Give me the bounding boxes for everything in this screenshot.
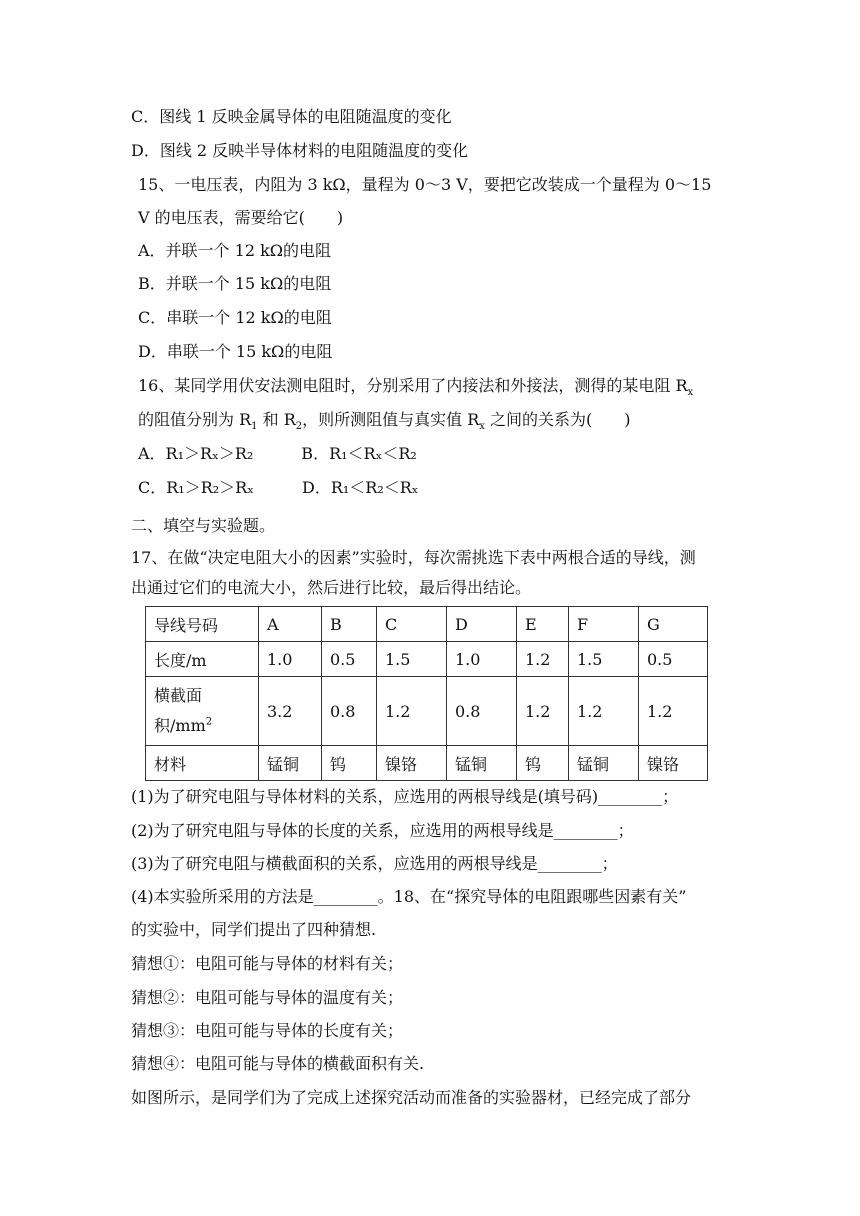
- table-cell: 3.2: [259, 677, 322, 746]
- table-cell: 1.0: [447, 642, 517, 677]
- hypothesis-4: 猜想④：电阻可能与导体的横截面积有关.: [131, 1054, 425, 1073]
- table-cell: 镍铬: [377, 746, 447, 781]
- table-cell: 锰铜: [447, 746, 517, 781]
- option-c-q15: C．串联一个 12 kΩ的电阻: [138, 308, 332, 327]
- option-d-q14: D．图线 2 反映半导体材料的电阻随温度的变化: [131, 141, 469, 160]
- question-15-line-2: V 的电压表，需要给它( ): [138, 208, 344, 227]
- question-17-sub-4: (4)本实验所采用的方法是________。18、在“探究导体的电阻跟哪些因素有关”: [131, 887, 687, 906]
- table-cell: 1.2: [517, 642, 569, 677]
- table-row: [146, 677, 708, 746]
- table-row: [146, 746, 708, 781]
- table-cell: D: [447, 607, 517, 642]
- table-cell: 0.8: [322, 677, 377, 746]
- table-cell: 导线号码: [146, 607, 259, 642]
- table-cell: 镍铬: [639, 746, 708, 781]
- hypothesis-1: 猜想①：电阻可能与导体的材料有关；: [131, 954, 404, 973]
- table-cell: 0.8: [447, 677, 517, 746]
- option-d-q15: D．串联一个 15 kΩ的电阻: [138, 342, 333, 361]
- table-cell: 横截面 积$/mm^2$: [146, 677, 259, 746]
- table-cell: 0.5: [639, 642, 708, 677]
- hypothesis-3: 猜想③：电阻可能与导体的长度有关；: [131, 1021, 404, 1040]
- table-cell: 1.5: [377, 642, 447, 677]
- table-cell: 1.2: [377, 677, 447, 746]
- table-cell: 长度/m: [146, 642, 259, 677]
- question-18-continuation: 如图所示，是同学们为了完成上述探究活动而准备的实验器材，已经完成了部分: [131, 1088, 692, 1107]
- table-row: [146, 607, 708, 642]
- option-a-q15: A．并联一个 12 kΩ的电阻: [138, 241, 332, 260]
- options-ab-q16: A．R₁＞Rₓ＞R₂ B．R₁＜Rₓ＜R₂: [138, 444, 417, 463]
- hypothesis-2: 猜想②：电阻可能与导体的温度有关；: [131, 988, 404, 1007]
- question-16-line-1: 16、某同学用伏安法测电阻时，分别采用了内接法和外接法，测得的某电阻 $R_x$: [138, 376, 694, 399]
- table-cell: B: [322, 607, 377, 642]
- table-cell: 钨: [322, 746, 377, 781]
- question-17-line-2: 出通过它们的电流大小，然后进行比较，最后得出结论。: [131, 578, 532, 597]
- question-18-line-2: 的实验中，同学们提出了四种猜想.: [131, 920, 377, 939]
- question-15-line-1: 15、一电压表，内阻为 3 kΩ，量程为 0～3 V，要把它改装成一个量程为 0～15: [138, 175, 712, 194]
- table-cell: G: [639, 607, 708, 642]
- table-cell: F: [569, 607, 639, 642]
- wire-table: [145, 606, 708, 781]
- option-c-q14: C．图线 1 反映金属导体的电阻随温度的变化: [131, 107, 452, 126]
- table-cell: 1.2: [517, 677, 569, 746]
- option-b-q15: B．并联一个 15 kΩ的电阻: [138, 274, 332, 293]
- question-17-sub-1: (1)为了研究电阻与导体材料的关系，应选用的两根导线是(填号码)________；: [131, 787, 679, 806]
- table-cell: 材料: [146, 746, 259, 781]
- table-cell: 锰铜: [569, 746, 639, 781]
- table-cell: 1.2: [569, 677, 639, 746]
- table-cell: 0.5: [322, 642, 377, 677]
- question-16-line-2: 的阻值分别为 $R_1$ 和 $R_2$，则所测阻值与真实值 $R_x$ 之间的关系为( ): [138, 410, 631, 433]
- table-cell: 1.0: [259, 642, 322, 677]
- question-17-sub-3: (3)为了研究电阻与横截面积的关系，应选用的两根导线是________；: [131, 854, 618, 873]
- table-cell: 钨: [517, 746, 569, 781]
- section-heading: 二、填空与实验题。: [131, 516, 276, 535]
- table-cell: E: [517, 607, 569, 642]
- table-cell: 1.2: [639, 677, 708, 746]
- table-cell: C: [377, 607, 447, 642]
- question-17-line-1: 17、在做“决定电阻大小的因素”实验时，每次需挑选下表中两根合适的导线，测: [131, 548, 696, 567]
- table-cell: 1.5: [569, 642, 639, 677]
- table-cell: 锰铜: [259, 746, 322, 781]
- table-row: [146, 642, 708, 677]
- question-17-sub-2: (2)为了研究电阻与导体的长度的关系，应选用的两根导线是________；: [131, 821, 634, 840]
- table-cell: A: [259, 607, 322, 642]
- options-cd-q16: C．R₁＞R₂＞Rₓ D．R₁＜R₂＜Rₓ: [138, 478, 419, 497]
